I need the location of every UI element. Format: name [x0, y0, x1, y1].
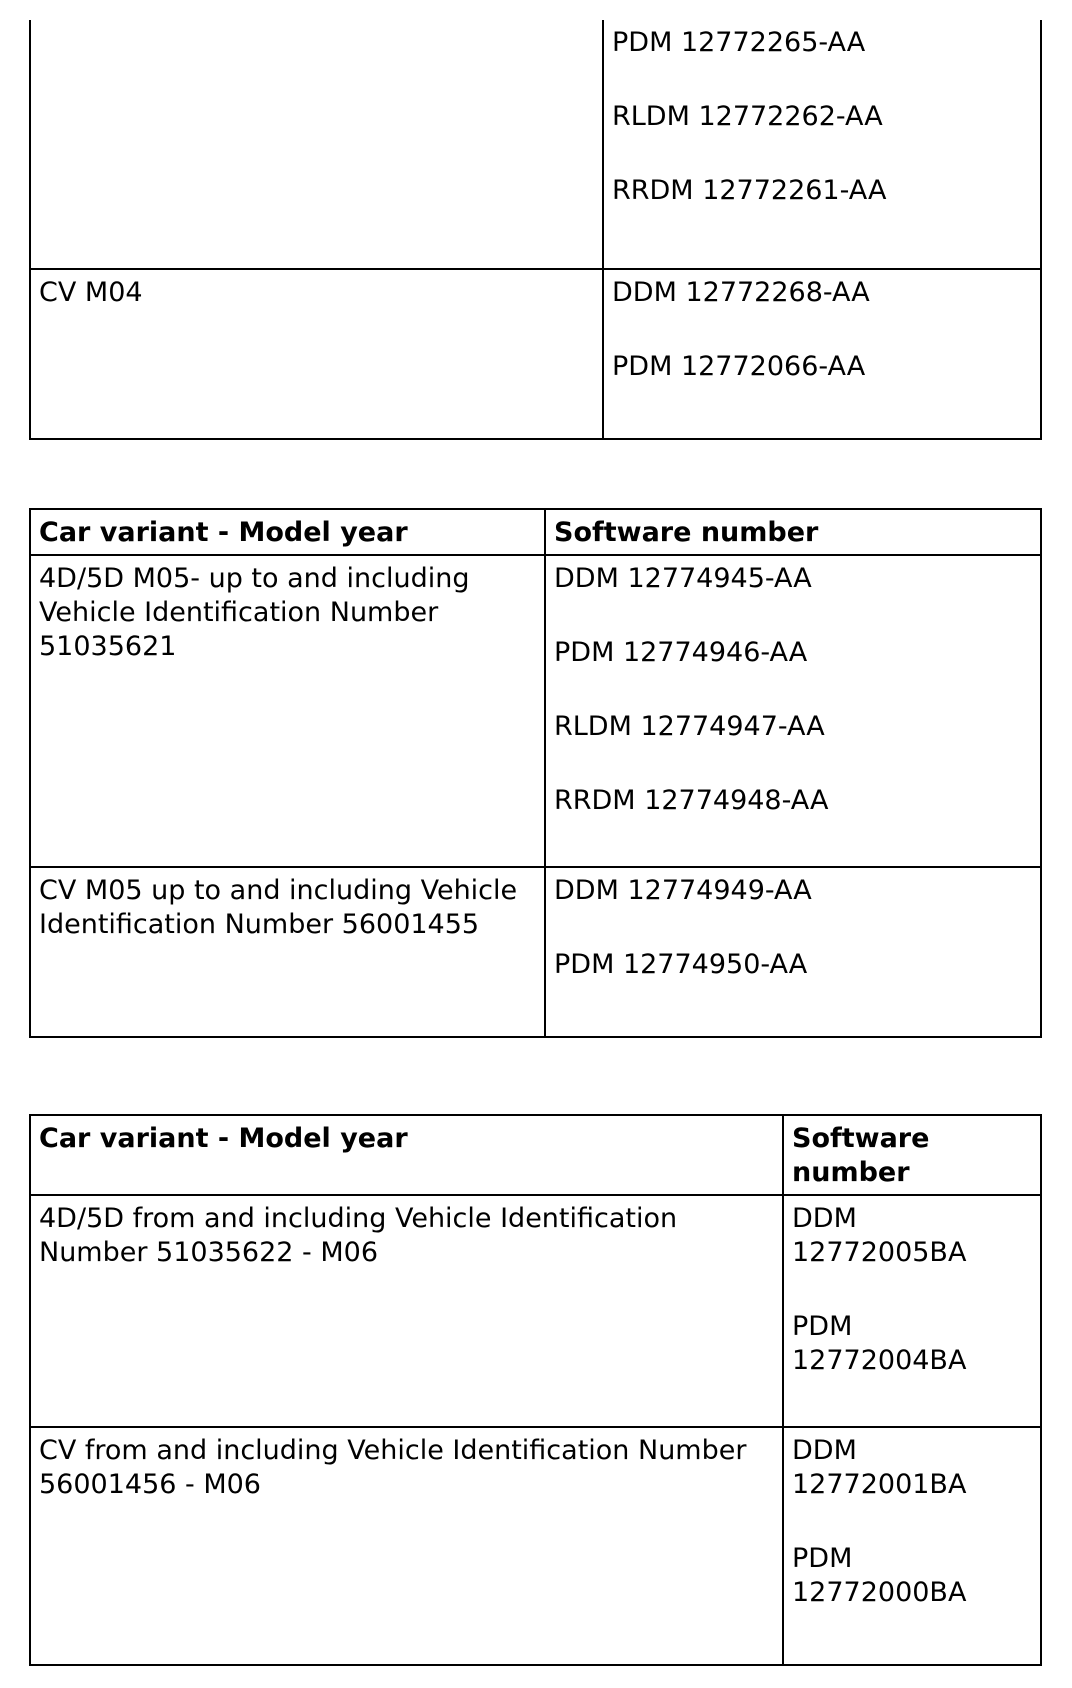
- table-row: [30, 269, 1041, 439]
- software-number: PDM 12774950-AA: [554, 949, 808, 980]
- software-number: PDM 12772000BA: [792, 1543, 967, 1608]
- table-header-row: [30, 509, 1041, 555]
- table-row: [30, 20, 1041, 269]
- software-number: DDM 12772268-AA: [612, 277, 870, 308]
- software-number: DDM 12774945-AA: [554, 563, 812, 594]
- software-number: RRDM 12774948-AA: [554, 785, 829, 816]
- software-cell: [603, 269, 1041, 439]
- header-car-variant: Car variant - Model year: [30, 509, 545, 555]
- software-cell: [545, 555, 1041, 867]
- variant-cell: 4D/5D M05- up to and including Vehicle Identification Number 51035621: [30, 555, 545, 867]
- software-cell: [545, 867, 1041, 1037]
- software-cell: [783, 1427, 1041, 1665]
- software-table-m06: [29, 1114, 1042, 1666]
- software-number: DDM 12772005BA: [792, 1203, 967, 1268]
- software-number: PDM 12772265-AA: [612, 27, 866, 58]
- header-car-variant: Car variant - Model year: [30, 1115, 783, 1195]
- software-number: RRDM 12772261-AA: [612, 175, 887, 206]
- header-software-number: Software number: [783, 1115, 1041, 1195]
- software-number: PDM 12772004BA: [792, 1311, 967, 1376]
- software-number: DDM 12774949-AA: [554, 875, 812, 906]
- variant-cell: [30, 20, 603, 269]
- software-number: RLDM 12772262-AA: [612, 101, 883, 132]
- software-number: DDM 12772001BA: [792, 1435, 967, 1500]
- variant-cell: 4D/5D from and including Vehicle Identification Number 51035622 - M06: [30, 1195, 783, 1427]
- table-row: [30, 1195, 1041, 1427]
- header-software-number: Software number: [545, 509, 1041, 555]
- software-number: PDM 12774946-AA: [554, 637, 808, 668]
- variant-cell: CV M04: [30, 269, 603, 439]
- software-cell: [603, 20, 1041, 269]
- software-table-m05: [29, 508, 1042, 1038]
- variant-cell: CV M05 up to and including Vehicle Identification Number 56001455: [30, 867, 545, 1037]
- table-row: [30, 1427, 1041, 1665]
- table-row: [30, 555, 1041, 867]
- software-number: PDM 12772066-AA: [612, 351, 866, 382]
- software-table-continued: [29, 20, 1042, 440]
- software-number: RLDM 12774947-AA: [554, 711, 825, 742]
- software-cell: [783, 1195, 1041, 1427]
- table-header-row: [30, 1115, 1041, 1195]
- table-row: [30, 867, 1041, 1037]
- variant-cell: CV from and including Vehicle Identification Number 56001456 - M06: [30, 1427, 783, 1665]
